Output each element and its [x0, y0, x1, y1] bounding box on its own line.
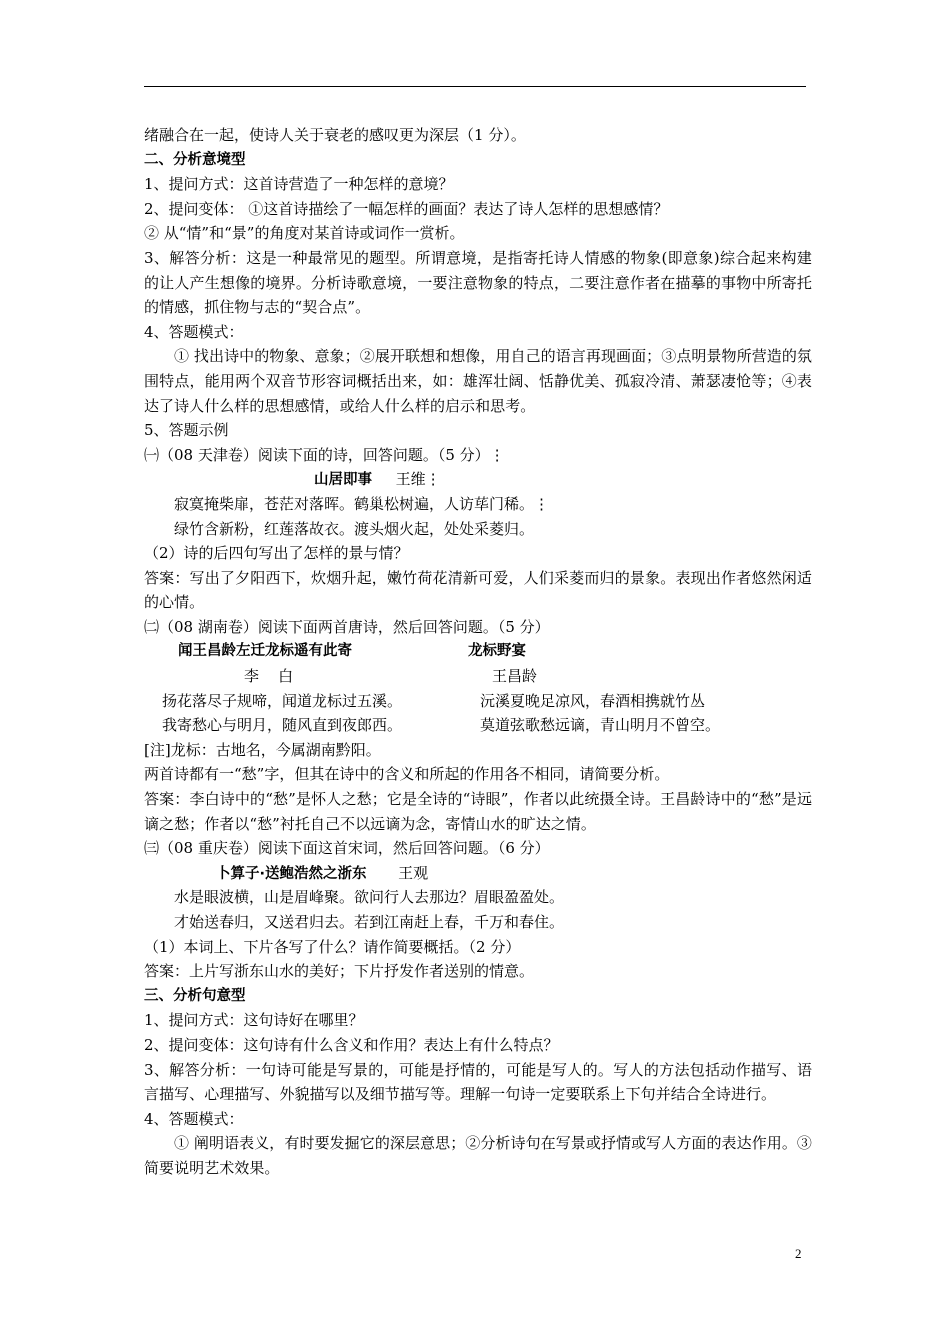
poem-author: 王维⋮ [395, 470, 441, 489]
poem-line: 我寄愁心与明月，随风直到夜郎西。 [162, 716, 403, 735]
text-line: 绪融合在一起，使诗人关于衰老的感叹更为深层（1 分）。 [144, 126, 526, 144]
text-line: 1、提问方式：这句诗好在哪里？ [144, 1011, 364, 1030]
poem-line: 才始送春归，又送君归去。若到江南赶上春，千万和春住。 [174, 913, 565, 931]
paragraph: ① 找出诗中的物象、意象；②展开联想和想像，用自己的语言再现画面；③点明景物所营造的氛围特点，能用两个双音节形容词概括出来，如：雄浑壮阔、恬静优美、孤寂冷清、萧瑟凄怆等；④表达了诗人什么样的思想感情，或给人什么样的启示和思考。 [144, 347, 812, 415]
text-line: 4、答题模式： [144, 1109, 244, 1128]
poem-line: 寂寞掩柴扉，苍茫对落晖。鹤巢松树遍，人访荜门稀。⋮ [174, 494, 550, 513]
answer: 答案：李白诗中的“愁”是怀人之愁；它是全诗的“诗眼”，作者以此统摄全诗。王昌龄诗中的“愁”是远谪之愁；作者以“愁”衬托自己不以远谪为念，寄情山水的旷达之情。 [144, 790, 812, 833]
note: [注]龙标：古地名，今属湖南黔阳。 [144, 740, 381, 759]
poem-heading [144, 861, 812, 886]
poem-line: 扬花落尽子规啼，闻道龙标过五溪。 [162, 691, 403, 710]
text-line: 1、提问方式：这首诗营造了一种怎样的意境？ [144, 175, 454, 194]
poem-author: 王观 [398, 863, 429, 882]
paragraph: 3、解答分析：一句诗可能是写景的，可能是抒情的，可能是写人的。写人的方法包括动作描写、语言描写、心理描写、外貌描写以及细节描写等。理解一句诗一定要联系上下句并结合全诗进行。 [144, 1060, 812, 1104]
poem-title: 闻王昌龄左迁龙标遥有此寄 [178, 643, 352, 660]
page-number: 2 [795, 1246, 802, 1261]
poem-line: 沅溪夏晚足凉风，春酒相携就竹丛 [480, 691, 706, 710]
poem-line: 莫道弦歌愁远谪，青山明月不曾空。 [480, 716, 721, 735]
header-rule [144, 86, 806, 87]
text-line: ㈢（08 重庆卷）阅读下面这首宋词，然后回答问题。（6 分） [144, 839, 550, 858]
text-line: ㈠（08 天津卷）阅读下面的诗，回答问题。（5 分）⋮ [144, 445, 505, 464]
poem-line: 绿竹含新粉，红莲落故衣。渡头烟火起，处处采菱归。 [174, 519, 535, 538]
poem-line: 水是眼波横，山是眉峰聚。欲问行人去那边？眉眼盈盈处。 [174, 888, 565, 907]
section-heading: 三、分析句意型 [144, 987, 246, 1004]
page-content [144, 123, 812, 1181]
poem-pair-titles [144, 639, 812, 664]
question: （2）诗的后四句写出了怎样的景与情？ [144, 544, 409, 563]
paragraph: 3、解答分析：这是一种最常见的题型。所谓意境，是指寄托诗人情感的物象(即意象)综合起来构建的让人产生想像的境界。分析诗歌意境，一要注意物象的特点，二要注意作者在描摹的事物中所寄托的情感，抓住物与志的“契合点”。 [144, 248, 812, 317]
poem-title: 山居即事 [314, 472, 372, 489]
text-line: ② 从“情”和“景”的角度对某首诗或词作一赏析。 [144, 224, 465, 243]
text-line: 4、答题模式： [144, 322, 244, 341]
poem-pair-authors [144, 664, 812, 689]
poem-title: 龙标野宴 [468, 643, 526, 660]
text-line: ㈡（08 湖南卷）阅读下面两首唐诗，然后回答问题。（5 分） [144, 617, 550, 636]
text-line: 2、提问变体：这句诗有什么含义和作用？表达上有什么特点？ [144, 1035, 559, 1054]
poem-author: 王昌龄 [492, 667, 538, 686]
paragraph: ① 阐明语表义，有时要发掘它的深层意思；②分析诗句在写景或抒情或写人方面的表达作用。③简要说明艺术效果。 [144, 1134, 812, 1177]
answer: 答案：上片写浙东山水的美好；下片抒发作者送别的情意。 [144, 962, 535, 981]
text-line: 2、提问变体： ①这首诗描绘了一幅怎样的画面？表达了诗人怎样的思想感情？ [144, 199, 669, 218]
text-line: 5、答题示例 [144, 421, 229, 440]
question: （1）本词上、下片各写了什么？请作简要概括。（2 分） [144, 937, 521, 956]
poem-pair-line [144, 713, 812, 738]
question: 两首诗都有一“愁”字，但其在诗中的含义和所起的作用各不相同，请简要分析。 [144, 765, 670, 784]
poem-title: 卜算子·送鲍浩然之浙东 [216, 865, 367, 882]
poem-heading [144, 467, 812, 492]
poem-pair-line [144, 689, 812, 714]
poem-author: 李 白 [244, 667, 294, 686]
section-heading: 二、分析意境型 [144, 151, 246, 168]
answer: 答案：写出了夕阳西下，炊烟升起，嫩竹荷花清新可爱，人们采菱而归的景象。表现出作者悠然闲适的心情。 [144, 568, 812, 612]
